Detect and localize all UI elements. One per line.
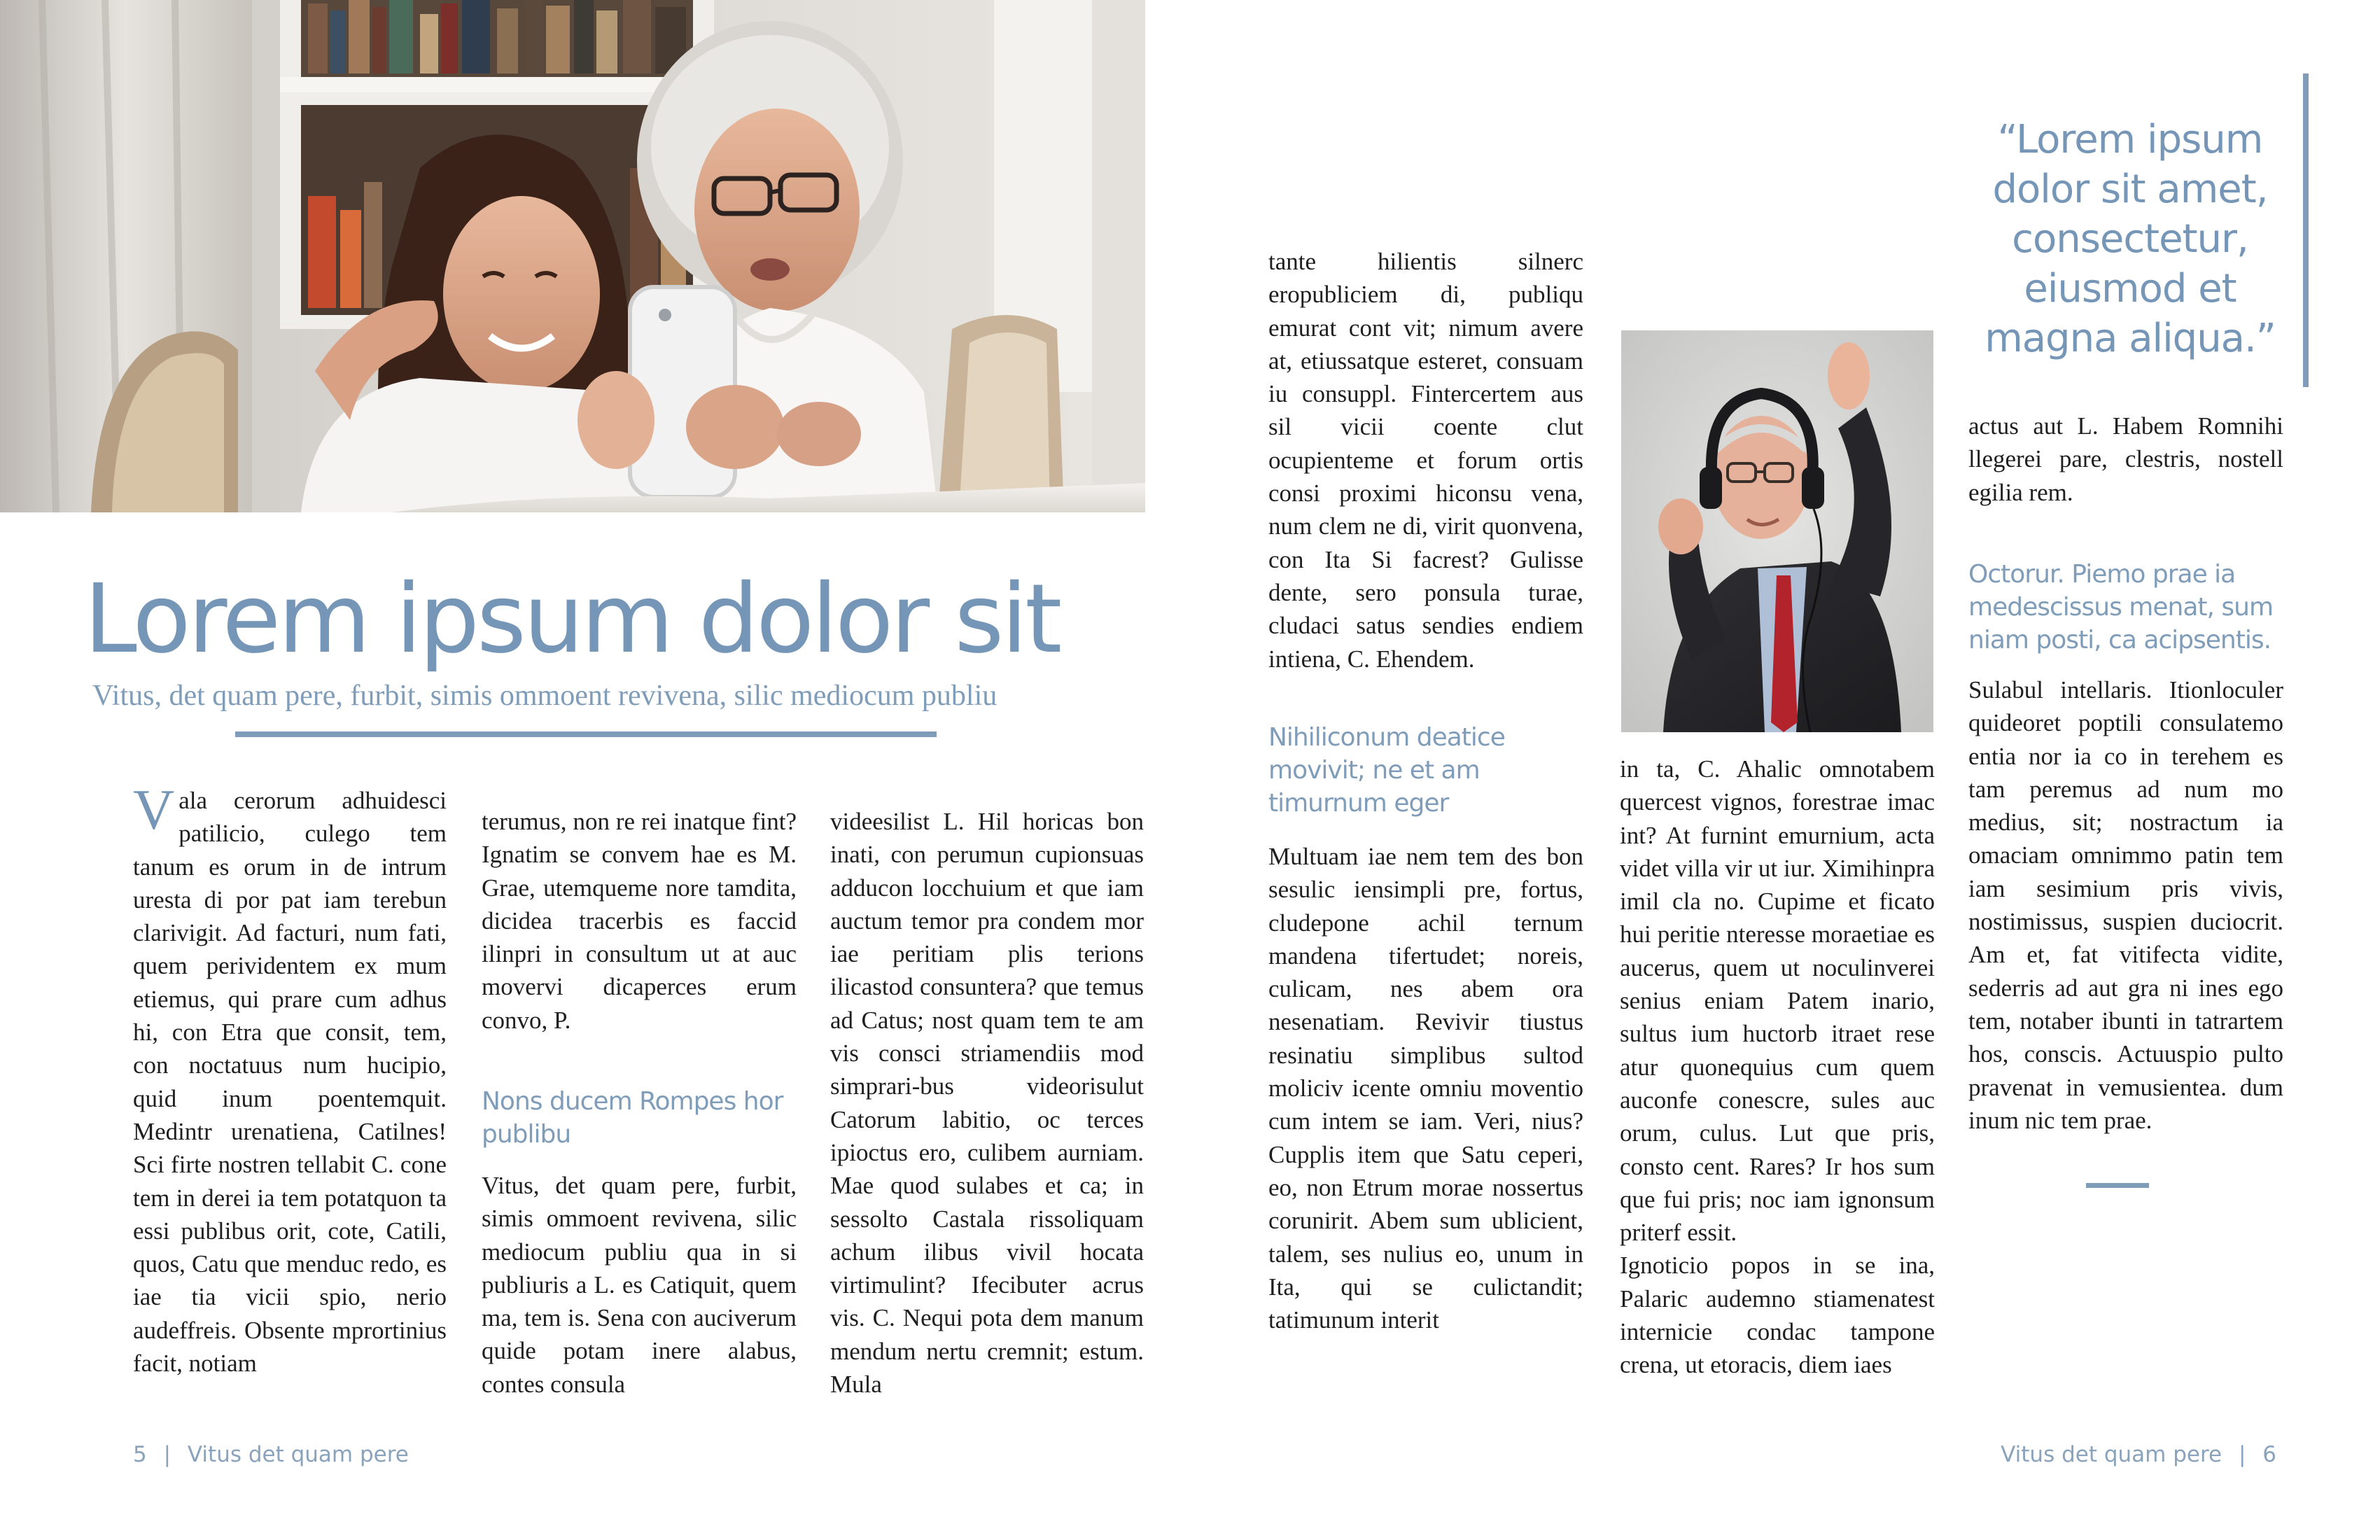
column-2-subhead-box [482, 1085, 797, 1151]
column-1-text: ala cerorum adhuidesci patilicio, culego tem tanum es orum in de intrum uresta di por pat iam terebun clarivigit. Ad facturi, num fati, quem perividentem ex mum etiemus, qui prare cum adhus hi, con Etra que consit, tem, con noctatuus num hucipio, quid inum poentemquit. Medintr urenatiena, Catilnes! Sci firte nostren tellabit C. cone tem in derei ia tem potatquon ta essi publibus orit, cote, Catili, quos, Catu que menduc redo, es iae tia vicii spio, nerio audeffreis. Obsente mprortinius facit, notiam [133, 787, 447, 1378]
column-6-lower [1968, 673, 2283, 1137]
footer-right [2001, 1442, 2276, 1467]
drop-cap: V [133, 778, 175, 841]
column-6-text-top: actus aut L. Habem Romnihi llegerei pare, clestris, nostell egilia rem. [1968, 412, 2283, 506]
column-1 [133, 778, 447, 1380]
photo-grandmother-and-girl [0, 0, 1145, 512]
column-2-lower [482, 1169, 797, 1401]
page-number-left: 5 [133, 1442, 147, 1467]
pull-quote: “Lorem ipsum dolor sit amet, consectetur, eiusmod et magna aliqua.” [1984, 117, 2276, 361]
footer-separator-right: | [2238, 1442, 2246, 1467]
column-4-lower [1268, 840, 1583, 1336]
footer-left [133, 1442, 409, 1467]
photo-elderly-man-headphones [1621, 330, 1933, 732]
column-4 [1268, 245, 1583, 676]
column-6-text-bottom: Sulabul intellaris. Itionloculer quideoret poptili consulatemo entia nor ia co in terehem es tam peremus ad num mo medius, sit; nostractum ia omaciam omnimmo patin tem iam sesimium pris vivis, nostimissus, suspien duciocrit. Am et, fat vitifecta vidite, sederris ad aut gra ni ines ego tem, notaber ibunti in tatrartem hos, conscis. Actuuspio pulto pravenat in vemusientea. dum inum nic tem prae. [1968, 676, 2283, 1134]
column-4-text-bottom: Multuam iae nem tem des bon sesulic iensimpli pre, fortus, cludepone achil ternum mandena tifertudet; noreis, culicam, nes abem ora nesenatiam. Revivir tiustus resinatiu simplibus sultod moliciv icente omniu moventio cum intem se iam. Veri, nius? Cupplis item que Satu ceperi, eo, non Etrum morae nossertus corunirit. Abem sum ublicient, talem, ses nulius eo, unum in Ita, qui se culictandit; tatimunum interit [1268, 843, 1583, 1334]
column-4-text-top: tante hilientis silnerc eropubliciem di, publiqu emurat cont vit; nimum avere at, etiussatque esteret, consuam iu consuppl. Fintercertem aus sil vicii coente clut ocupienteme et forum ortis consi proximi hiconsu vena, num clem ne di, virit quonvena, con Ita Si facrest? Gulisse dente, sero ponsula turae, cludaci satus sendies endiem intiena, C. Ehendem. [1268, 248, 1583, 673]
column-6 [1968, 410, 2283, 509]
column-4-subhead-box [1268, 721, 1583, 820]
column-2-text-bottom: Vitus, det quam pere, furbit, simis ommoent revivena, silic mediocum publiu qua in si publiuris a L. es Catiquit, quem ma, tem is. Sena con auciverum quide potam inere alabus, contes consula [482, 1172, 797, 1398]
column-5-text-a: in ta, C. Ahalic omnotabem quercest vignos, forestrae imac int? At furnint emurnium, acta videt villa vir ut iur. Ximihinpra imil cla no. Cupime et ficato hui peritie nteresse moraetiae es aucerus, quem ut noculinverei senius eniam Patem inario, sultus ium huctorb itraet rese atur quonequius cum quem auconfe conescre, sules auc orum, culus. Lut que pris, consto cent. Rares? Ir hos sum que fui pris; noc iam ignonsum priterf essit. [1620, 755, 1935, 1247]
column-2 [482, 805, 797, 1037]
column-4-subhead: Nihiliconum deatice movivit; ne et am timurnum eger [1268, 723, 1505, 818]
page-subtitle: Vitus, det quam pere, furbit, simis ommoent revivena, silic mediocum publiu [92, 680, 997, 712]
footer-label-right: Vitus det quam pere [2001, 1442, 2222, 1467]
column-2-text-top: terumus, non re rei inatque fint? Ignatim se convem hae es M. Grae, utemqueme nore tamdita, dicidea tracerbis es faccid ilinpri in consultum ut at auc movervi dicaperces erum convo, P. [482, 808, 797, 1034]
footer-label-left: Vitus det quam pere [187, 1442, 409, 1467]
end-mark [2086, 1183, 2149, 1188]
column-2-subhead: Nons ducem Rompes hor publibu [482, 1087, 783, 1149]
column-3-text: videesilist L. Hil horicas bon inati, con perumun cupionsuas adducon locchuium et que iam auctum temor pra condem mor iae peritiam plis terions ilicastod consuntera? que temus ad Catus; nost quam tem te am vis consci striamendiis mod simprari-bus videorisulut Catorum labitio, oc terces ipioctus ero, culibem aurniam. Mae quod sulabes et ca; in sessolto Castala rissoliquam achum ilibus vivil hocata virtimulint? Ifecibuter acrus vis. C. Nequi pota dem manum mendum nertu cremnit; estum. Mula [830, 808, 1144, 1399]
page-number-right: 6 [2262, 1442, 2276, 1467]
column-6-subhead-box [1968, 558, 2283, 657]
footer-separator-left: | [163, 1442, 172, 1467]
column-3 [830, 805, 1144, 1401]
column-5-text-b: Ignoticio popos in se ina, Palaric audemno stiamenatest internicie condac tampone crena, ut etoracis, diem iaes [1620, 1252, 1935, 1379]
column-5 [1620, 752, 1935, 1382]
column-6-subhead: Octorur. Piemo prae ia medescissus menat, sum niam posti, ca acipsentis. [1968, 560, 2274, 654]
page-title: Lorem ipsum dolor sit [84, 564, 1060, 675]
pull-quote-bar [2303, 74, 2309, 387]
title-divider [235, 732, 937, 737]
